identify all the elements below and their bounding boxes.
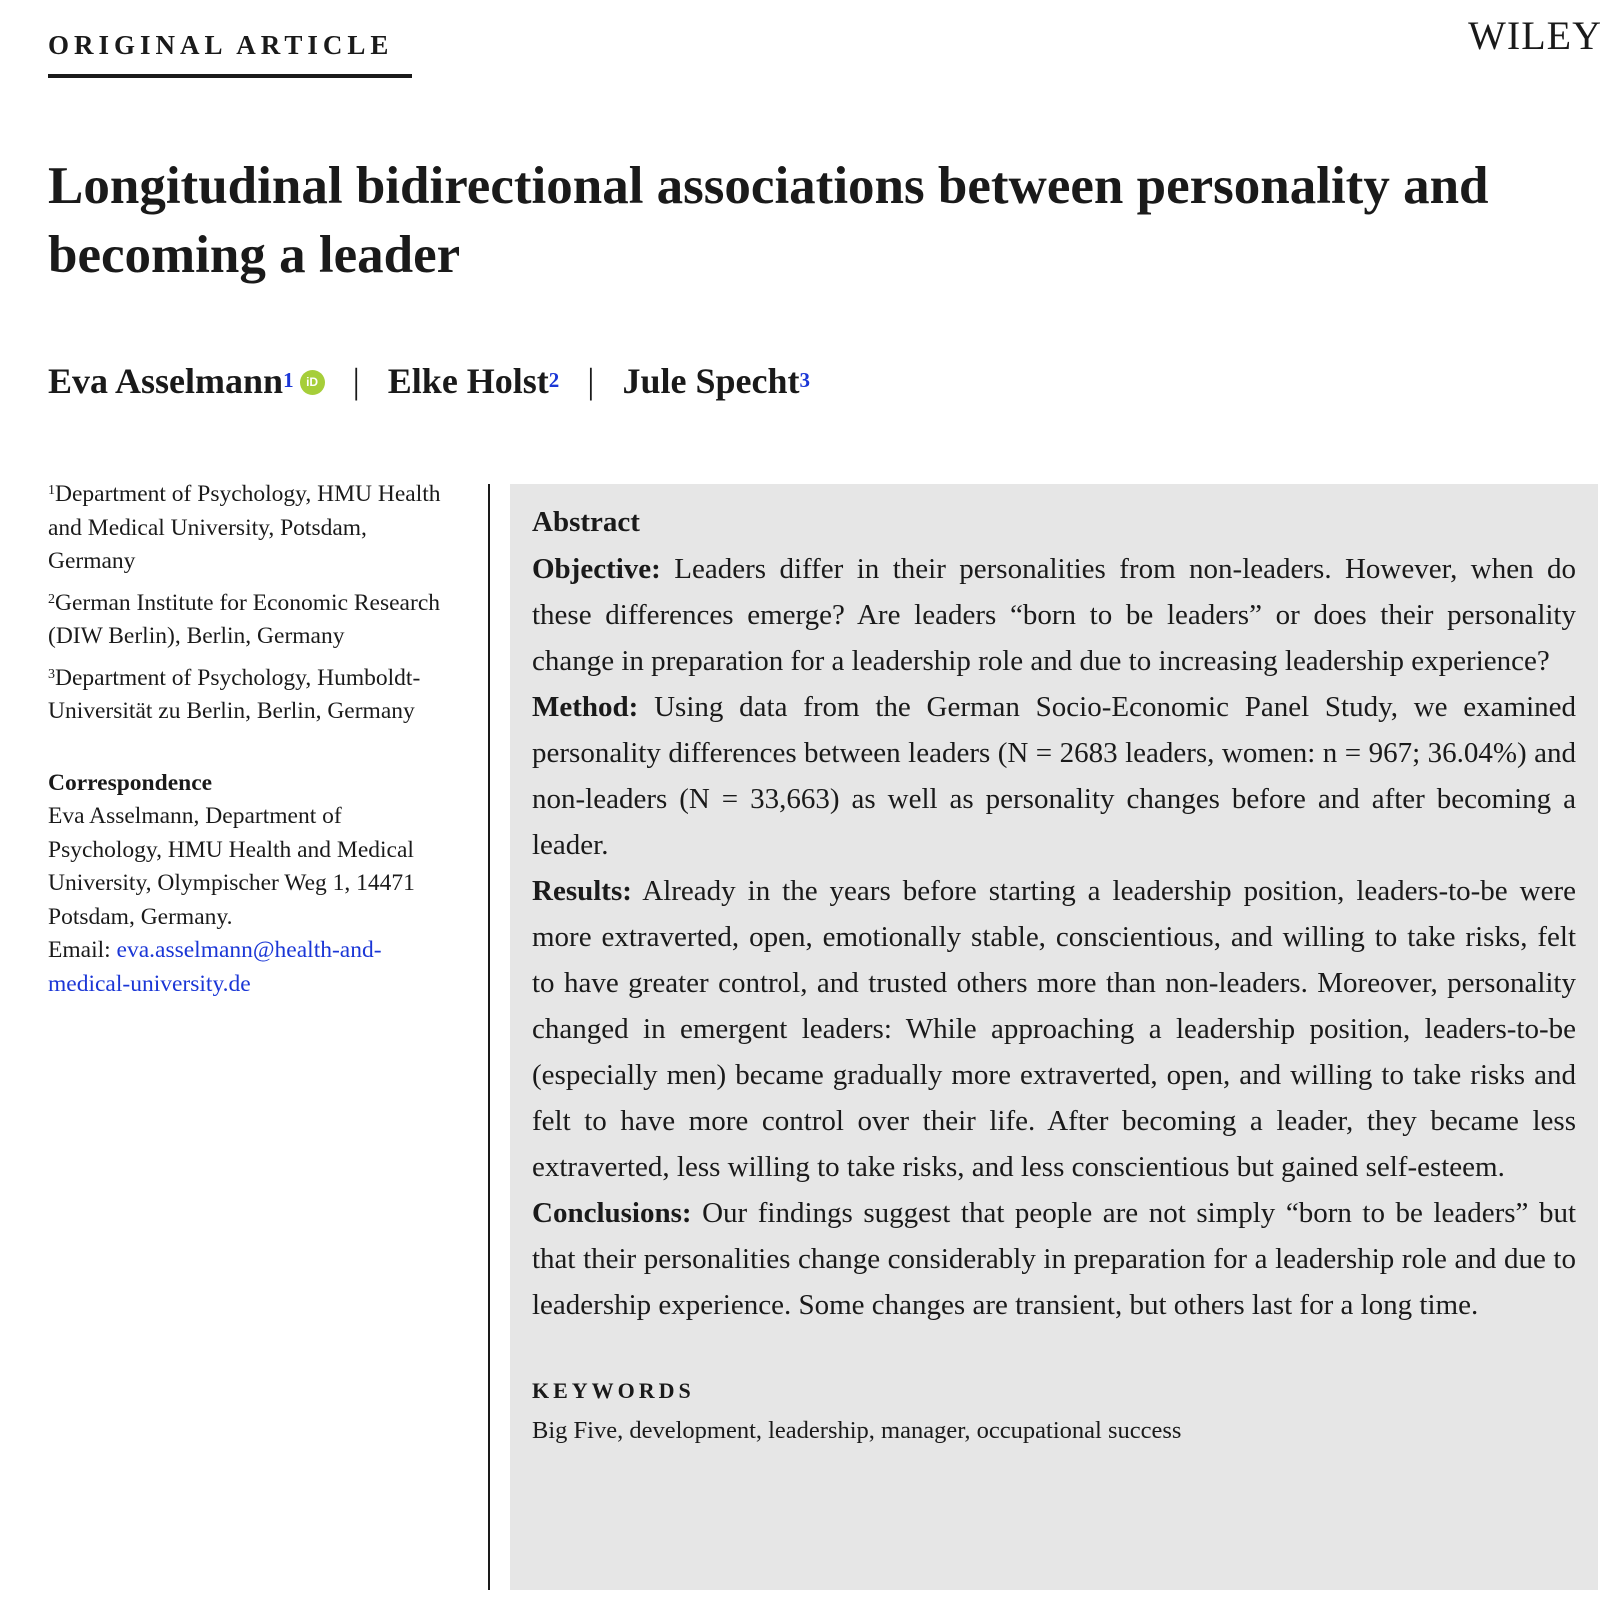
- affiliations-column: [48, 478, 458, 1001]
- author-name[interactable]: Jule Specht: [622, 361, 800, 401]
- affiliation-item: [48, 587, 458, 654]
- affiliation-text: German Institute for Economic Research (DIW Berlin), Berlin, Germany: [48, 589, 440, 649]
- article-title: Longitudinal bidirectional associations between personality and becoming a leader: [48, 157, 1489, 284]
- abstract-method: [532, 684, 1576, 868]
- abstract-results: [532, 868, 1576, 1190]
- affiliation-text: Department of Psychology, Humboldt-Universität zu Berlin, Berlin, Germany: [48, 664, 421, 724]
- affiliation-mark[interactable]: 3: [799, 368, 811, 392]
- keywords-heading: KEYWORDS: [532, 1378, 695, 1403]
- section-label: ORIGINAL ARTICLE: [48, 30, 394, 60]
- correspondence-email: [48, 934, 458, 1001]
- publisher-logo: WILEY: [1468, 13, 1602, 58]
- correspondence-heading: Correspondence: [48, 769, 213, 796]
- abstract-section-text: Using data from the German Socio-Economic Panel Study, we examined personality differences between leaders (N = 2683 leaders, women: n = 967; 36.04%) and non-leaders (N = 33,663) as well as personality changes before and after becoming a leader.: [532, 691, 1576, 861]
- author-separator: |: [587, 361, 595, 401]
- author-name[interactable]: Elke Holst: [387, 361, 549, 401]
- abstract-section-label: Method:: [532, 691, 639, 723]
- email-link[interactable]: eva.asselmann@health-and-medical-university.de: [48, 937, 382, 997]
- author-name[interactable]: Eva Asselmann: [48, 361, 284, 401]
- affiliation-item: [48, 662, 458, 729]
- affiliation-number: 1: [48, 483, 55, 498]
- affiliation-number: 2: [48, 591, 55, 607]
- abstract-objective: [532, 546, 1576, 684]
- section-underline: [48, 74, 412, 78]
- abstract-section-label: Objective:: [532, 553, 661, 585]
- affiliation-mark[interactable]: 2: [548, 368, 560, 392]
- abstract-section-text: Our findings suggest that people are not simply “born to be leaders” but that their personalities change considerably in preparation for a leadership role and due to leadership experience. Some changes are transient, but others last for a long time.: [532, 1197, 1577, 1321]
- orcid-icon[interactable]: [300, 370, 325, 395]
- affiliation-mark[interactable]: 1: [283, 368, 294, 392]
- correspondence-address: Eva Asselmann, Department of Psychology, HMU Health and Medical University, Olympischer Weg 1, 14471 Potsdam, Germany.: [48, 803, 415, 930]
- keywords-list: Big Five, development, leadership, manager, occupational success: [532, 1417, 1182, 1444]
- affiliation-text: Department of Psychology, HMU Health and Medical University, Potsdam, Germany: [48, 481, 441, 574]
- column-divider: [488, 484, 490, 1590]
- orcid-icon-label: iD: [306, 375, 319, 389]
- author-separator: |: [352, 361, 360, 401]
- abstract-heading: Abstract: [532, 506, 640, 538]
- author-list: [48, 360, 810, 402]
- abstract-box: [510, 484, 1598, 1590]
- affiliation-item: [48, 478, 458, 579]
- abstract-section-text: Already in the years before starting a leadership position, leaders-to-be were more extraverted, open, emotionally stable, conscientious, and willing to take risks, felt to have greater control, and trusted others more than non-leaders. Moreover, personality changed in emergent leaders: While approaching a leadership position, leaders-to-be (especially men) became gradually more extraverted, open, and willing to take risks and felt to have more control over their life. After becoming a leader, they became less extraverted, less willing to take risks, and less conscientious but gained self-esteem.: [532, 875, 1576, 1183]
- abstract-section-label: Conclusions:: [532, 1197, 692, 1229]
- affiliation-number: 3: [48, 666, 55, 682]
- abstract-conclusions: [532, 1190, 1576, 1328]
- email-label: Email:: [48, 937, 111, 963]
- abstract-section-label: Results:: [532, 875, 632, 907]
- abstract-section-text: Leaders differ in their personalities from non-leaders. However, when do these differences emerge? Are leaders “born to be leaders” or does their personality change in preparation for a leadership role and due to increasing leadership experience?: [532, 553, 1576, 677]
